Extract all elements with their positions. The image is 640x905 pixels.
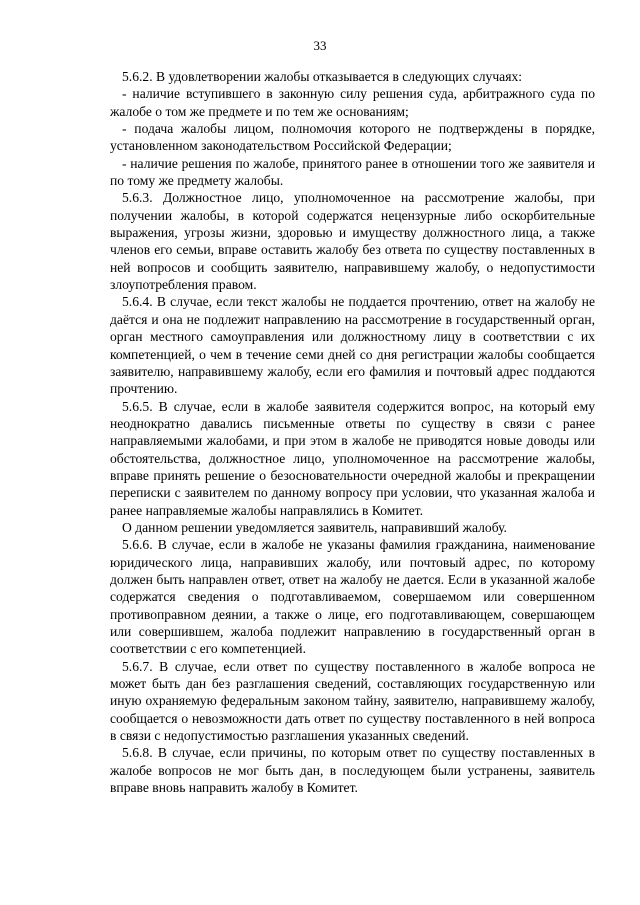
- paragraph-5-6-6: 5.6.6. В случае, если в жалобе не указаны фамилия гражданина, наименование юридического лица, направивших жалобу, или почтовый адрес, по которому должен быть направлен ответ, ответ на жалобу не дается. Если в указанной жалобе содержатся сведения о подготавливаемом, совершаемом или совершенном противоправном деянии, а также о лице, его подготавливающем, совершающем или совершившем, жалоба подлежит направлению в государственный орган в соответствии с его компетенцией.: [110, 537, 595, 657]
- paragraph-5-6-3: 5.6.3. Должностное лицо, уполномоченное на рассмотрение жалобы, при получении жалобы, в которой содержатся нецензурные либо оскорбительные выражения, угрозы жизни, здоровью и имуществу должностного лица, а также членов его семьи, вправе оставить жалобу без ответа по существу поставленных в ней вопросов и сообщить заявителю, направившему жалобу, о недопустимости злоупотребления правом.: [110, 190, 595, 293]
- paragraph-5-6-2: 5.6.2. В удовлетворении жалобы отказывается в следующих случаях:: [122, 69, 523, 84]
- page-number: 33: [313, 38, 327, 53]
- list-item-prior-decision: - наличие решения по жалобе, принятого ранее в отношении того же заявителя и по тому же предмету жалобы.: [110, 155, 595, 189]
- list-item-court-decision: - наличие вступившего в законную силу решения суда, арбитражного суда по жалобе о том же предмете и по тем же основаниям;: [110, 86, 595, 119]
- paragraph-notification: О данном решении уведомляется заявитель, направивший жалобу.: [122, 519, 507, 535]
- paragraph-5-6-8: 5.6.8. В случае, если причины, по которым ответ по существу поставленных в жалобе вопросов не мог быть дан, в последующем были устранены, заявитель вправе вновь направить жалобу в Комитет.: [110, 745, 595, 796]
- paragraph-5-6-5: 5.6.5. В случае, если в жалобе заявителя содержится вопрос, на который ему неоднократно давались письменные ответы по существу в связи с ранее направляемыми жалобами, и при этом в жалобе не приводятся новые доводы или обстоятельства, должностное лицо, уполномоченное на рассмотрение жалобы, вправе принять решение о безосновательности очередной жалобы и прекращении переписки с заявителем по данному вопросу при условии, что указанная жалоба и ранее направляемые жалобы направлялись в Комитет.: [110, 398, 595, 518]
- paragraph-5-6-4: 5.6.4. В случае, если текст жалобы не поддается прочтению, ответ на жалобу не даётся и она не подлежит направлению на рассмотрение в государственный орган, орган местного самоуправления или должностному лицу в соответствии с их компетенцией, о чем в течение семи дней со дня регистрации жалобы сообщается заявителю, направившему жалобу, если его фамилия и почтовый адрес поддаются прочтению.: [110, 294, 595, 397]
- paragraph-5-6-7: 5.6.7. В случае, если ответ по существу поставленного в жалобе вопроса не может быть дан без разглашения сведений, составляющих государственную или иную охраняемую федеральным законом тайну, заявителю, направившему жалобу, сообщается о невозможности дать ответ по существу поставленного в ней вопроса в связи с недопустимостью разглашения указанных сведений.: [110, 658, 595, 744]
- list-item-unconfirmed-authority: - подача жалобы лицом, полномочия которого не подтверждены в порядке, установленном законодательством Российской Федерации;: [110, 121, 595, 154]
- document-body: [110, 68, 595, 796]
